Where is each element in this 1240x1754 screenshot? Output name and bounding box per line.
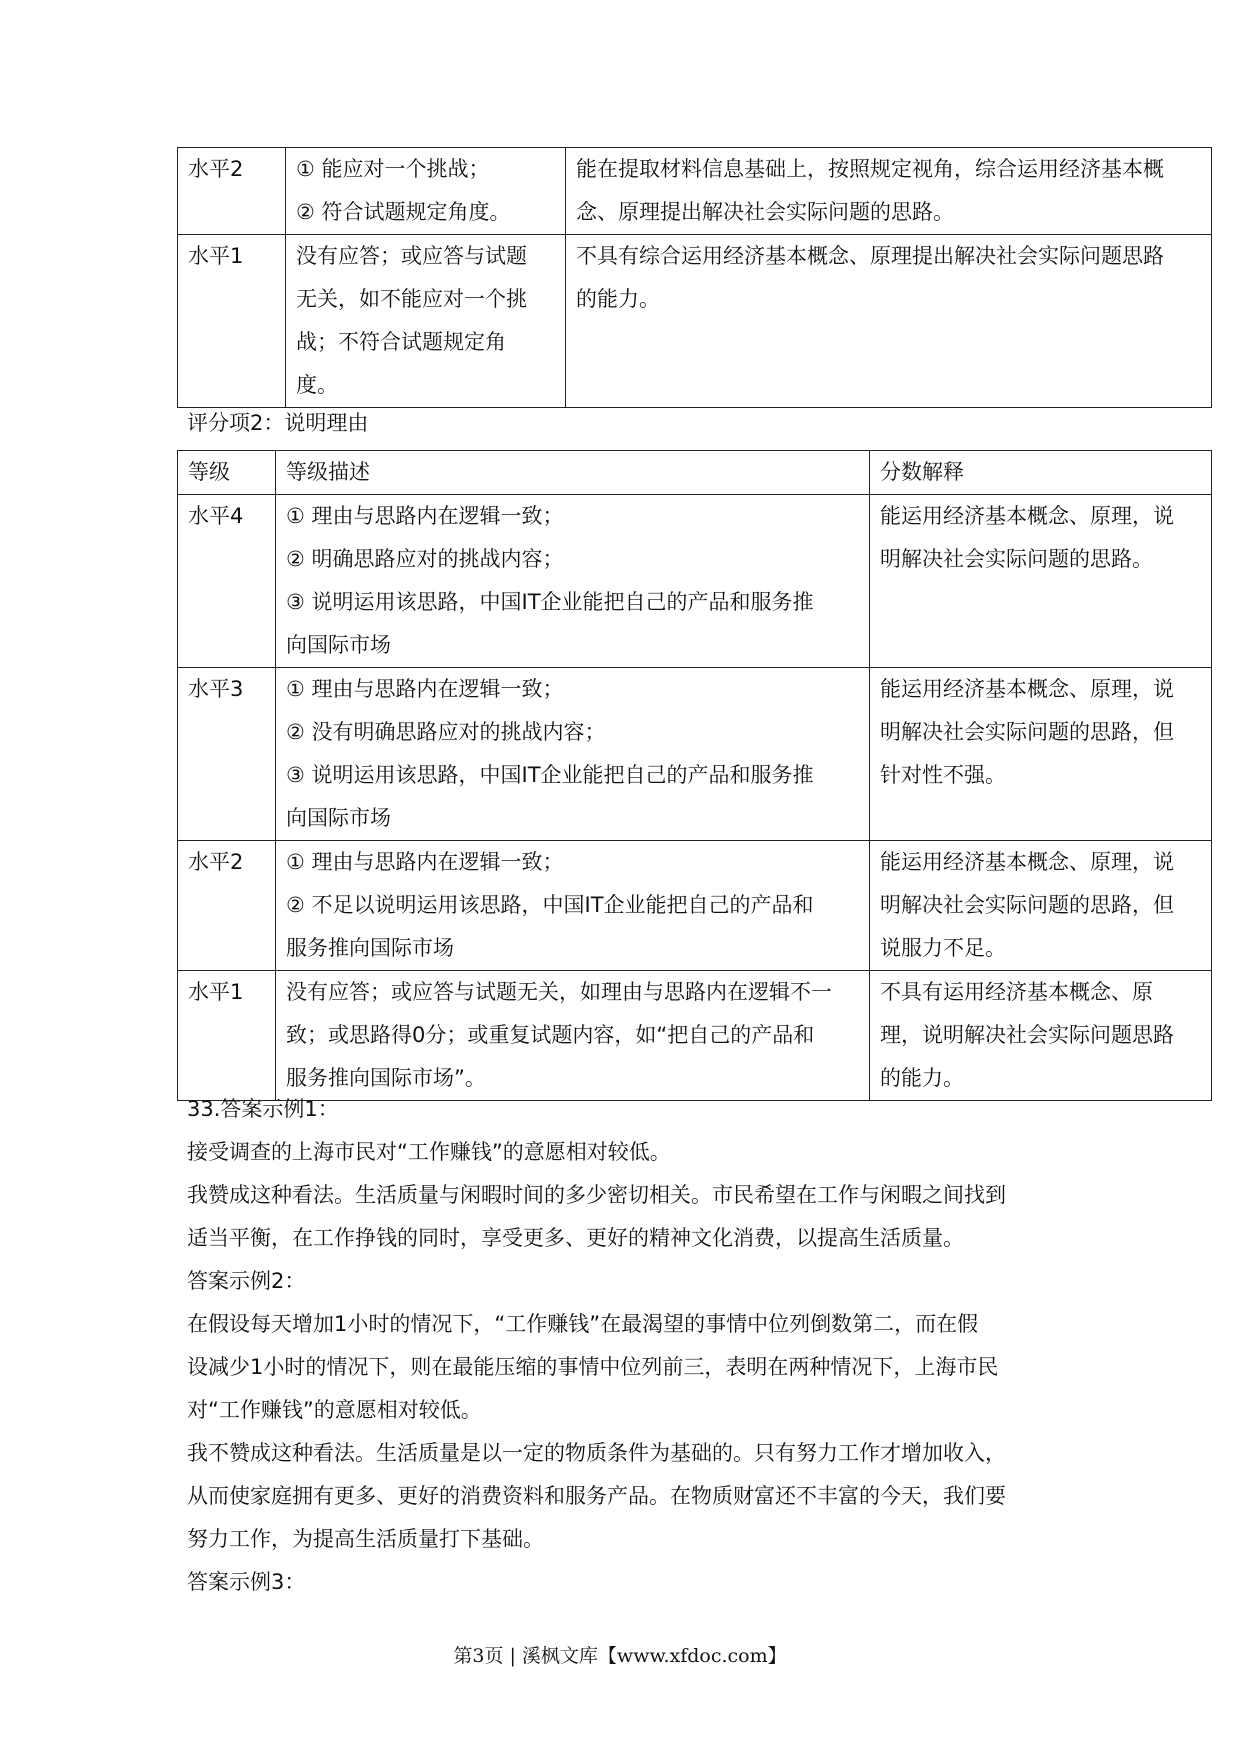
- level-cell-line: 水平2: [188, 850, 244, 874]
- header-cell-line: 等级描述: [286, 460, 370, 484]
- explain-cell-line: 能运用经济基本概念、原理，说: [880, 850, 1174, 874]
- table-row: [178, 495, 1212, 668]
- answer-line: 接受调查的上海市民对“工作赚钱”的意愿相对较低。: [187, 1140, 671, 1164]
- description-cell-line: ① 理由与思路内在逻辑一致；: [286, 677, 564, 701]
- answer-line: 我不赞成这种看法。生活质量是以一定的物质条件为基础的。只有努力工作才增加收入，: [187, 1441, 1006, 1465]
- description-cell-line: ② 明确思路应对的挑战内容；: [286, 547, 564, 571]
- level-cell: [178, 148, 286, 235]
- explain-cell-line: 念、原理提出解决社会实际问题的思路。: [576, 200, 954, 224]
- explain-cell: [566, 148, 1212, 235]
- header-cell: [276, 451, 870, 495]
- answer-line: 在假设每天增加1小时的情况下，“工作赚钱”在最渴望的事情中位列倒数第二，而在假: [187, 1312, 979, 1336]
- explain-cell: [870, 668, 1212, 841]
- description-cell-line: 没有应答；或应答与试题无关，如理由与思路内在逻辑不一: [286, 980, 832, 1004]
- criteria-cell-line: 没有应答；或应答与试题: [296, 244, 527, 268]
- description-cell: [276, 841, 870, 971]
- explain-cell-line: 明解决社会实际问题的思路，但: [880, 893, 1174, 917]
- explain-cell-line: 不具有综合运用经济基本概念、原理提出解决社会实际问题思路: [576, 244, 1164, 268]
- level-cell-line: 水平3: [188, 677, 244, 701]
- explain-cell-line: 理，说明解决社会实际问题思路: [880, 1023, 1174, 1047]
- answer-line: 对“工作赚钱”的意愿相对较低。: [187, 1398, 482, 1422]
- answer-line: 答案示例3：: [187, 1570, 306, 1594]
- level-cell: [178, 235, 286, 408]
- page-footer: 第3页 | 溪枫文库【www.xfdoc.com】: [453, 1645, 787, 1667]
- level-cell-line: 水平2: [188, 157, 244, 181]
- table-row: [178, 841, 1212, 971]
- description-cell: [276, 495, 870, 668]
- criteria-cell-line: ① 能应对一个挑战；: [296, 157, 490, 181]
- header-cell: [178, 451, 276, 495]
- explain-cell-line: 能运用经济基本概念、原理，说: [880, 677, 1174, 701]
- explain-cell: [870, 495, 1212, 668]
- description-cell: [276, 971, 870, 1101]
- explain-cell-line: 明解决社会实际问题的思路。: [880, 547, 1153, 571]
- table-row: [178, 971, 1212, 1101]
- explain-cell-line: 的能力。: [576, 287, 660, 311]
- criteria-cell-line: ② 符合试题规定角度。: [296, 200, 511, 224]
- answer-line: 我赞成这种看法。生活质量与闲暇时间的多少密切相关。市民希望在工作与闲暇之间找到: [187, 1183, 1006, 1207]
- description-cell-line: ① 理由与思路内在逻辑一致；: [286, 850, 564, 874]
- scoring-table-1: [177, 147, 1212, 408]
- description-cell-line: ② 不足以说明运用该思路，中国IT企业能把自己的产品和: [286, 893, 814, 917]
- explain-cell: [870, 841, 1212, 971]
- criteria-cell: [286, 148, 566, 235]
- explain-cell-line: 能在提取材料信息基础上，按照规定视角，综合运用经济基本概: [576, 157, 1164, 181]
- level-cell-line: 水平4: [188, 504, 244, 528]
- criteria-cell-line: 度。: [296, 373, 338, 397]
- answer-line: 从而使家庭拥有更多、更好的消费资料和服务产品。在物质财富还不丰富的今天，我们要: [187, 1484, 1006, 1508]
- header-cell-line: 分数解释: [880, 460, 964, 484]
- answer-line: 答案示例2：: [187, 1269, 306, 1293]
- level-cell-line: 水平1: [188, 980, 244, 1004]
- description-cell-line: ③ 说明运用该思路，中国IT企业能把自己的产品和服务推: [286, 763, 814, 787]
- scoring-table-2: [177, 450, 1212, 1101]
- criteria-cell-line: 战；不符合试题规定角: [296, 330, 506, 354]
- explain-cell-line: 的能力。: [880, 1066, 964, 1090]
- description-cell-line: 服务推向国际市场: [286, 936, 454, 960]
- table-row: [178, 148, 1212, 235]
- table-row: [178, 668, 1212, 841]
- header-cell-line: 等级: [188, 460, 230, 484]
- table-header-row: [178, 451, 1212, 495]
- answer-line: 33.答案示例1：: [187, 1097, 339, 1121]
- answer-line: 适当平衡，在工作挣钱的同时，享受更多、更好的精神文化消费，以提高生活质量。: [187, 1226, 964, 1250]
- explain-cell-line: 说服力不足。: [880, 936, 1006, 960]
- table-row: [178, 235, 1212, 408]
- explain-cell-line: 针对性不强。: [880, 763, 1006, 787]
- criteria-cell: [286, 235, 566, 408]
- header-cell: [870, 451, 1212, 495]
- explain-cell-line: 能运用经济基本概念、原理，说: [880, 504, 1174, 528]
- answer-line: 设减少1小时的情况下，则在最能压缩的事情中位列前三，表明在两种情况下，上海市民: [187, 1355, 999, 1379]
- description-cell-line: ③ 说明运用该思路，中国IT企业能把自己的产品和服务推: [286, 590, 814, 614]
- answer-line: 努力工作，为提高生活质量打下基础。: [187, 1527, 544, 1551]
- explain-cell-line: 明解决社会实际问题的思路，但: [880, 720, 1174, 744]
- criteria-cell-line: 无关，如不能应对一个挑: [296, 287, 527, 311]
- level-cell: [178, 971, 276, 1101]
- level-cell: [178, 495, 276, 668]
- description-cell-line: 服务推向国际市场”。: [286, 1066, 486, 1090]
- answer-examples: [187, 1088, 1067, 1604]
- explain-cell: [566, 235, 1212, 408]
- scoring-item-2-caption: 评分项2：说明理由: [187, 411, 369, 435]
- description-cell: [276, 668, 870, 841]
- description-cell-line: 致；或思路得0分；或重复试题内容，如“把自己的产品和: [286, 1023, 815, 1047]
- explain-cell: [870, 971, 1212, 1101]
- description-cell-line: ① 理由与思路内在逻辑一致；: [286, 504, 564, 528]
- description-cell-line: 向国际市场: [286, 806, 391, 830]
- description-cell-line: 向国际市场: [286, 633, 391, 657]
- description-cell-line: ② 没有明确思路应对的挑战内容；: [286, 720, 606, 744]
- level-cell-line: 水平1: [188, 244, 244, 268]
- level-cell: [178, 668, 276, 841]
- level-cell: [178, 841, 276, 971]
- explain-cell-line: 不具有运用经济基本概念、原: [880, 980, 1153, 1004]
